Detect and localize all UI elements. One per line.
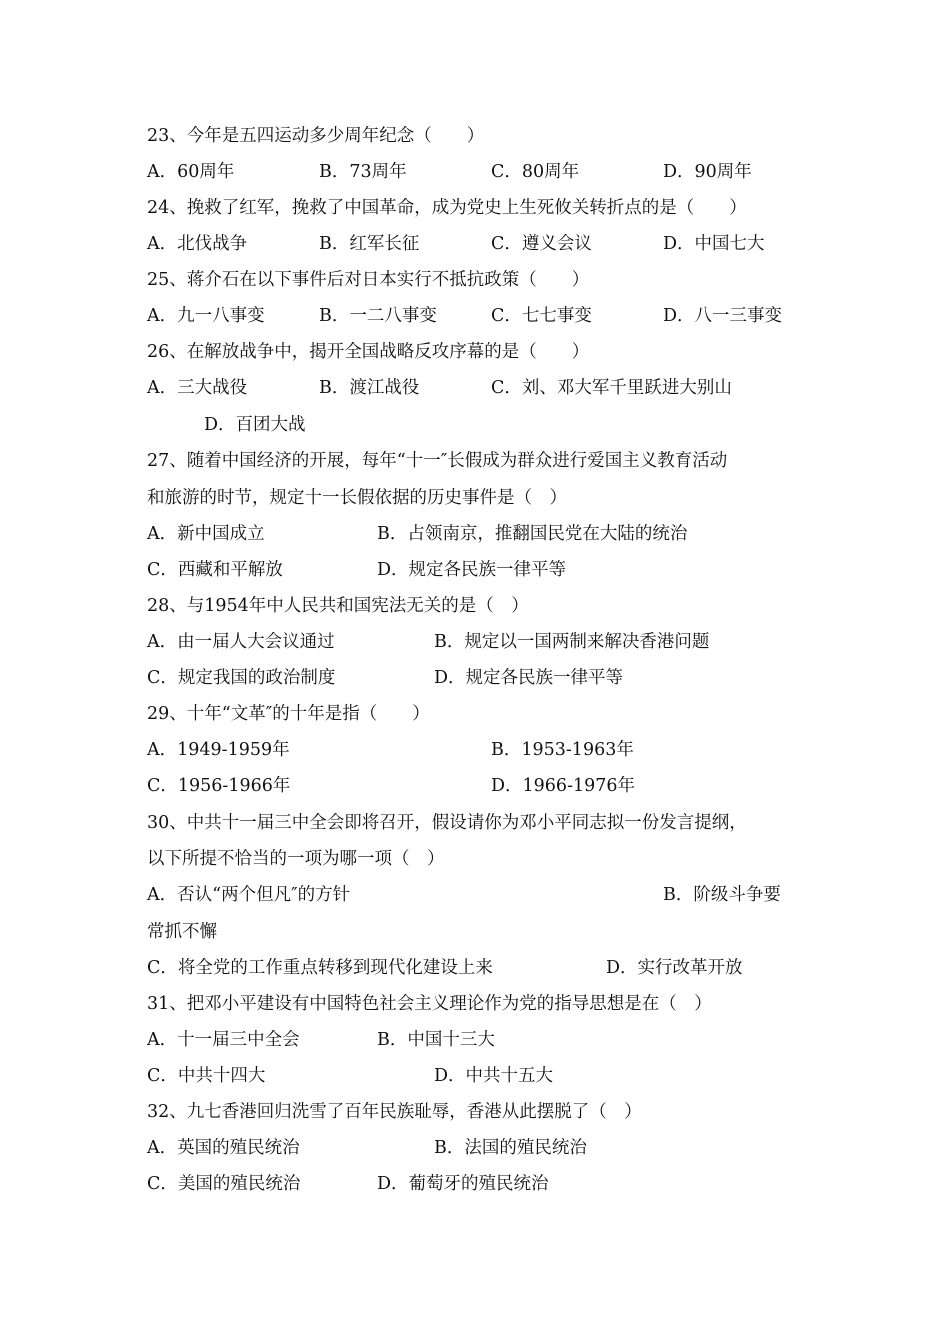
option-b: B．1953-1963年 [491,740,634,760]
question-27-stem-line2: 和旅游的时节，规定十一长假依据的历史事件是（ ） [147,488,567,508]
option-a: A．60周年 [147,162,235,182]
option-c: C．将全党的工作重点转移到现代化建设上来 [147,958,493,978]
question-30-stem-line1: 30、中共十一届三中全会即将召开，假设请你为邓小平同志拟一份发言提纲， [147,813,747,833]
option-b: B．阶级斗争要 [663,885,781,905]
question-30-stem-line2: 以下所提不恰当的一项为哪一项（ ） [147,849,445,869]
question-23-stem: 23、今年是五四运动多少周年纪念（ ） [147,126,485,146]
question-29-stem: 29、十年“文革″的十年是指（ ） [147,704,430,724]
option-a: A．三大战役 [147,378,248,398]
option-d: D．葡萄牙的殖民统治 [377,1174,549,1194]
option-d: D．1966-1976年 [491,776,636,796]
option-a: A．九一八事变 [147,306,265,326]
option-b: B．中国十三大 [377,1030,495,1050]
option-a: A．十一届三中全会 [147,1030,300,1050]
option-c: C．七七事变 [491,306,592,326]
option-c: C．80周年 [491,162,580,182]
option-d: D．百团大战 [204,415,306,435]
option-b: B．一二八事变 [319,306,437,326]
option-b: B．渡江战役 [319,378,420,398]
question-24-stem: 24、挽救了红军，挽救了中国革命，成为党史上生死攸关转折点的是（ ） [147,198,747,218]
option-c: C．1956-1966年 [147,776,291,796]
option-c: C．规定我国的政治制度 [147,668,336,688]
option-d: D．90周年 [663,162,752,182]
option-c: C．中共十四大 [147,1066,266,1086]
option-b: B．规定以一国两制来解决香港问题 [434,632,710,652]
option-a: A．北伐战争 [147,234,248,254]
option-a: A．英国的殖民统治 [147,1138,300,1158]
option-a: A．由一届人大会议通过 [147,632,335,652]
option-b: B．法国的殖民统治 [434,1138,587,1158]
question-32-stem: 32、九七香港回归洗雪了百年民族耻辱，香港从此摆脱了（ ） [147,1102,642,1122]
option-d: D．规定各民族一律平等 [434,668,624,688]
option-a: A．1949-1959年 [147,740,290,760]
option-b: B．红军长征 [319,234,420,254]
option-c: C．美国的殖民统治 [147,1174,301,1194]
option-c: C．遵义会议 [491,234,592,254]
option-d: D．中国七大 [663,234,765,254]
option-a: A．否认“两个但凡″的方针 [147,885,351,905]
option-c: C．刘、邓大军千里跃进大别山 [491,378,732,398]
option-b: B．73周年 [319,162,407,182]
option-c: C．西藏和平解放 [147,560,283,580]
option-a: A．新中国成立 [147,524,265,544]
question-30-option-b-continued: 常抓不懈 [147,922,217,942]
question-31-stem: 31、把邓小平建设有中国特色社会主义理论作为党的指导思想是在（ ） [147,994,712,1014]
option-b: B．占领南京，推翻国民党在大陆的统治 [377,524,688,544]
option-d: D．规定各民族一律平等 [377,560,567,580]
option-d: D．实行改革开放 [606,958,743,978]
question-28-stem: 28、与1954年中人民共和国宪法无关的是（ ） [147,596,529,616]
option-d: D．中共十五大 [434,1066,554,1086]
question-25-stem: 25、蒋介石在以下事件后对日本实行不抵抗政策（ ） [147,270,590,290]
question-27-stem-line1: 27、随着中国经济的开展，每年“十一″长假成为群众进行爱国主义教育活动 [147,451,728,471]
question-26-stem: 26、在解放战争中，揭开全国战略反攻序幕的是（ ） [147,342,590,362]
option-d: D．八一三事变 [663,306,783,326]
